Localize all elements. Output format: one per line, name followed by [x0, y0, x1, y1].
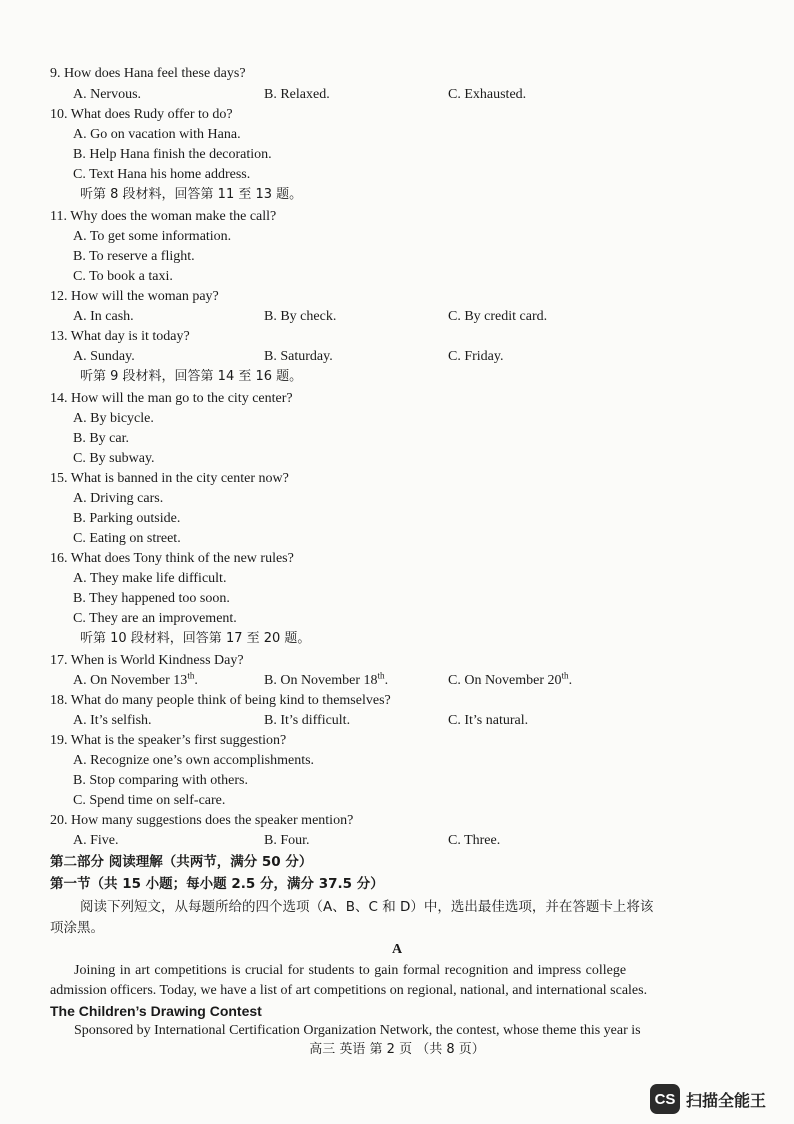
option-b: B. Four.: [264, 833, 310, 848]
option-row: [0, 529, 794, 549]
option-row: [0, 489, 794, 509]
part-title: 第二部分 阅读理解（共两节，满分 50 分）: [50, 854, 313, 870]
passage-line: Sponsored by International Certification Organization Network, the contest, whose theme this year is: [74, 1023, 641, 1038]
option-c: C. Three.: [448, 833, 501, 848]
option-a: A. It’s selfish.: [73, 713, 152, 728]
option-c: C. Eating on street.: [73, 531, 181, 546]
ordinal-suffix: th: [377, 670, 385, 681]
option-b: B. Parking outside.: [73, 511, 181, 526]
option-c: C. By credit card.: [448, 309, 548, 324]
question-16: [0, 549, 794, 569]
option-c: C. On November 20th.: [448, 670, 573, 688]
passage-letter: A: [391, 942, 403, 957]
option-a: A. By bicycle.: [73, 411, 154, 426]
option-row: [0, 247, 794, 267]
option-b: B. By car.: [73, 431, 129, 446]
option-a: A. To get some information.: [73, 229, 232, 244]
option-c: C. Friday.: [448, 349, 504, 364]
option-row: [0, 429, 794, 449]
listening-note-10: 听第 10 段材料，回答第 17 至 20 题。: [80, 631, 311, 646]
question-text: 10. What does Rudy offer to do?: [50, 107, 233, 122]
question-text: 15. What is banned in the city center now?: [50, 471, 289, 486]
option-c: C. They are an improvement.: [73, 611, 237, 626]
option-row: [0, 145, 794, 165]
page-footer: 高三 英语 第 2 页 （共 8 页）: [309, 1042, 485, 1057]
option-row: [0, 569, 794, 589]
option-a: A. On November 13th.: [73, 670, 198, 688]
option-row: [0, 125, 794, 145]
option-a: A. Recognize one’s own accomplishments.: [73, 753, 315, 768]
passage-line: admission officers. Today, we have a list of art competitions on regional, national, and international scales.: [50, 983, 648, 998]
question-19: [0, 731, 794, 751]
scanner-watermark: [650, 1082, 766, 1116]
listening-note-8: 听第 8 段材料，回答第 11 至 13 题。: [80, 187, 303, 202]
option-a: A. Sunday.: [73, 349, 135, 364]
option-b: B. By check.: [264, 309, 337, 324]
scanner-app-name: 扫描全能王: [686, 1090, 767, 1110]
question-text: 20. How many suggestions does the speaker mention?: [50, 813, 354, 828]
instruction-cont: 项涂黑。: [50, 920, 104, 936]
question-13: [0, 327, 794, 347]
section-title: 第一节（共 15 小题；每小题 2.5 分，满分 37.5 分）: [50, 876, 384, 892]
question-14: [0, 389, 794, 409]
option-b: B. Relaxed.: [264, 87, 330, 102]
question-text: 11. Why does the woman make the call?: [50, 209, 277, 224]
option-row: [0, 227, 794, 247]
question-text: 12. How will the woman pay?: [50, 289, 219, 304]
contest-title: The Children’s Drawing Contest: [50, 1003, 262, 1019]
option-row: [0, 791, 794, 811]
option-c: C. Text Hana his home address.: [73, 167, 251, 182]
option-c: C. By subway.: [73, 451, 155, 466]
option-a: A. Nervous.: [73, 87, 142, 102]
question-17-options: [0, 671, 794, 691]
question-12: [0, 287, 794, 307]
option-b: B. They happened too soon.: [73, 591, 230, 606]
option-row: [0, 771, 794, 791]
question-17: [0, 651, 794, 671]
question-11: [0, 207, 794, 227]
option-b: B. To reserve a flight.: [73, 249, 195, 264]
option-row: [0, 609, 794, 629]
option-c: C. It’s natural.: [448, 713, 529, 728]
ordinal-suffix: th: [561, 670, 569, 681]
option-b: B. On November 18th.: [264, 670, 389, 688]
question-text: 14. How will the man go to the city center?: [50, 391, 293, 406]
question-9: [0, 64, 794, 84]
listening-note-9: 听第 9 段材料，回答第 14 至 16 题。: [80, 369, 303, 384]
question-10: [0, 105, 794, 125]
question-12-options: [0, 307, 794, 327]
option-row: [0, 267, 794, 287]
option-row: [0, 409, 794, 429]
option-b: B. Stop comparing with others.: [73, 773, 248, 788]
option-a: A. In cash.: [73, 309, 134, 324]
question-9-options: [0, 85, 794, 105]
question-text: 13. What day is it today?: [50, 329, 190, 344]
option-c: C. To book a taxi.: [73, 269, 173, 284]
question-20: [0, 811, 794, 831]
option-a: A. Five.: [73, 833, 119, 848]
option-b: B. Saturday.: [264, 349, 333, 364]
option-a: A. They make life difficult.: [73, 571, 227, 586]
option-row: [0, 589, 794, 609]
cs-logo-icon: CS: [650, 1084, 680, 1114]
question-text: 18. What do many people think of being kind to themselves?: [50, 693, 391, 708]
question-13-options: [0, 347, 794, 367]
option-row: [0, 165, 794, 185]
option-b: B. It’s difficult.: [264, 713, 351, 728]
question-text: 17. When is World Kindness Day?: [50, 653, 244, 668]
question-15: [0, 469, 794, 489]
question-18: [0, 691, 794, 711]
ordinal-suffix: th: [187, 670, 195, 681]
question-text: 19. What is the speaker’s first suggestion?: [50, 733, 287, 748]
option-a: A. Go on vacation with Hana.: [73, 127, 241, 142]
passage-line: Joining in art competitions is crucial for students to gain formal recognition and impress college: [74, 963, 627, 978]
option-row: [0, 751, 794, 771]
option-c: C. Exhausted.: [448, 87, 527, 102]
question-text: 9. How does Hana feel these days?: [50, 66, 246, 81]
question-20-options: [0, 831, 794, 851]
option-row: [0, 509, 794, 529]
question-18-options: [0, 711, 794, 731]
option-row: [0, 449, 794, 469]
instruction: 阅读下列短文，从每题所给的四个选项（A、B、C 和 D）中，选出最佳选项，并在答题卡上将该: [80, 899, 654, 915]
option-c: C. Spend time on self-care.: [73, 793, 226, 808]
option-b: B. Help Hana finish the decoration.: [73, 147, 272, 162]
question-text: 16. What does Tony think of the new rules?: [50, 551, 294, 566]
option-a: A. Driving cars.: [73, 491, 164, 506]
